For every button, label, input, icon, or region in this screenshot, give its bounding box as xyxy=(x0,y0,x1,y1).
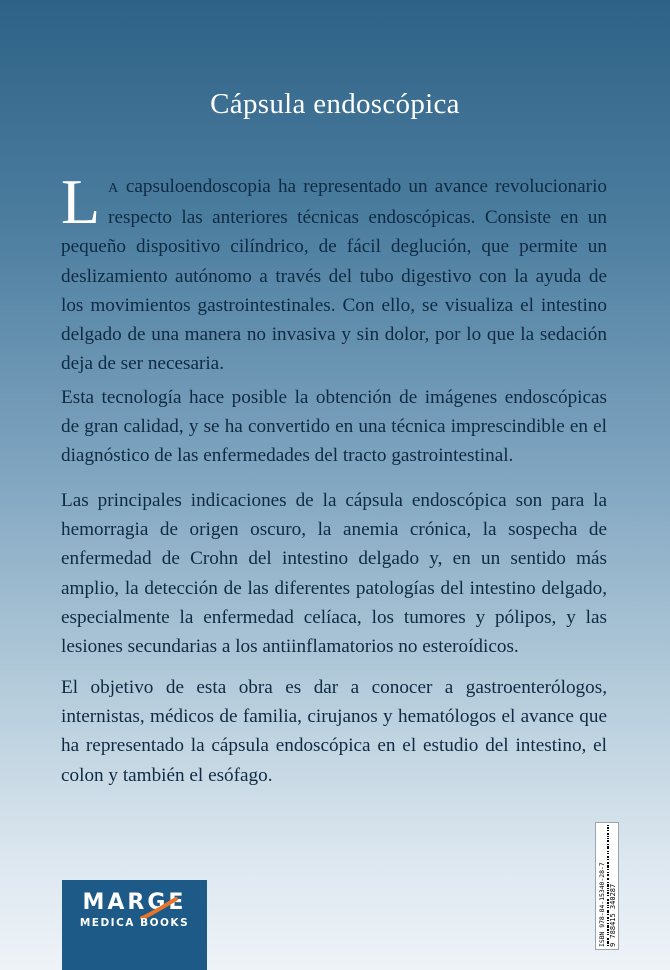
paragraph-intro xyxy=(61,166,607,378)
book-title: Cápsula endoscópica xyxy=(210,88,460,120)
drop-cap: L xyxy=(61,166,101,237)
paragraph-technology: Esta tecnología hace posible la obtención de imágenes endoscópicas de gran calidad, y se ha convertido en una técnica imprescindible en el diagnóstico de las enfermedades del tracto gastrointestinal. xyxy=(61,387,607,467)
isbn-label: ISBN 978-84-15340-28-7 xyxy=(598,862,606,947)
paragraph-indications: Las principales indicaciones de la cápsula endoscópica son para la hemorragia de origen oscuro, la anemia crónica, la sospecha de enfermedad de Crohn del intestino delgado y, en un sentido más amplio, la detección de las diferentes patologías del intestino delgado, especialmente la enfermedad celíaca, los tumores y pólipos, y las lesiones secundarias a los antiinflamatorios no esteroídicos. xyxy=(61,490,607,658)
paragraph-objective: El objetivo de esta obra es dar a conocer a gastroenterólogos, internistas, médicos de familia, cirujanos y hematólogos el avance que ha representado la cápsula endoscópica en el estudio del intestino, el colon y también el esófago. xyxy=(61,677,607,786)
small-cap-text: A xyxy=(108,181,119,196)
publisher-logo xyxy=(62,880,207,970)
barcode-digits: 9 788415 340287 xyxy=(609,883,617,947)
logo-marge-text: MARGE xyxy=(82,890,187,915)
isbn-barcode xyxy=(595,822,619,950)
logo-medica-books-text: MEDICA BOOKS xyxy=(79,917,190,929)
paragraph-intro-text: capsuloendoscopia ha representado un avance revolucionario respecto las anteriores técnicas endoscópicas. Consiste en un pequeño dispositivo cilíndrico, de fácil deglución, que permite un deslizamiento autónomo a través del tubo digestivo con la ayuda de los movimientos gastrointestinales. Con ello, se visualiza el intestino delgado de una manera no invasiva y sin dolor, por lo que la sedación deja de ser necesaria. xyxy=(61,176,607,375)
